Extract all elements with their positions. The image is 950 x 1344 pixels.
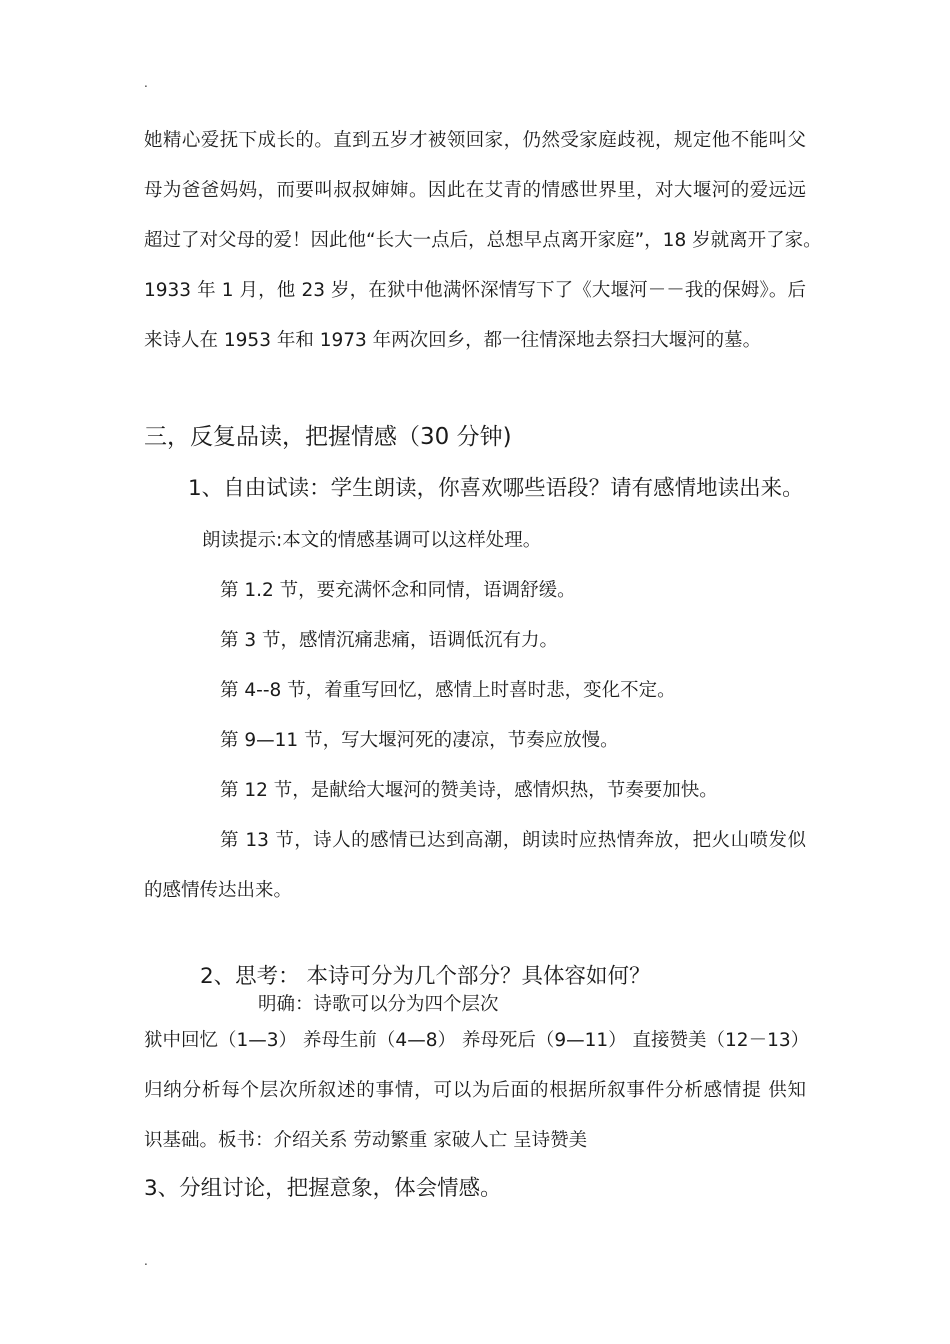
header-dot: . — [144, 76, 148, 90]
tip-item-2: 第 3 节，感情沉痛悲痛，语调低沉有力。 — [220, 630, 559, 651]
tip-item-5: 第 12 节，是献给大堰河的赞美诗，感情炽热，节奏要加快。 — [220, 780, 718, 801]
analysis-line-2: 识基础。板书：介绍关系 劳动繁重 家破人亡 呈诗赞美 — [144, 1130, 588, 1151]
tip-item-3: 第 4--8 节，着重写回忆，感情上时喜时悲，变化不定。 — [220, 680, 676, 701]
step-3: 3、分组讨论，把握意象，体会情感。 — [144, 1176, 502, 1201]
tip-item-6: 第 13 节，诗人的感情已达到高潮，朗读时应热情奔放，把火山喷发似 — [220, 830, 806, 851]
intro-line-3: 超过了对父母的爱！因此他“长大一点后，总想早点离开家庭”，18 岁就离开了家。 — [144, 230, 822, 251]
analysis-line-1: 归纳分析每个层次所叙述的事情，可以为后面的根据所叙事件分析感情提 供知 — [144, 1080, 806, 1101]
intro-line-2: 母为爸爸妈妈，而要叫叔叔婶婶。因此在艾青的情感世界里，对大堰河的爱远远 — [144, 180, 806, 201]
layers-line: 狱中回忆（1—3） 养母生前（4—8） 养母死后（9—11） 直接赞美（12－13） — [144, 1030, 810, 1051]
intro-line-5: 来诗人在 1953 年和 1973 年两次回乡，都一往情深地去祭扫大堰河的墓。 — [144, 330, 762, 351]
intro-line-1: 她精心爱抚下成长的。直到五岁才被领回家，仍然受家庭歧视，规定他不能叫父 — [144, 130, 806, 151]
reading-tip: 朗读提示:本文的情感基调可以这样处理。 — [202, 530, 542, 551]
tip-item-1: 第 1.2 节，要充满怀念和同情，语调舒缓。 — [220, 580, 576, 601]
section-title: 三，反复品读，把握情感（30 分钟) — [144, 424, 512, 450]
step-2: 2、思考： 本诗可分为几个部分？具体容如何？ — [200, 964, 651, 989]
footer-dot: . — [144, 1254, 148, 1268]
clarify-text: 明确：诗歌可以分为四个层次 — [258, 994, 499, 1015]
tip-item-4: 第 9—11 节，写大堰河死的凄凉，节奏应放慢。 — [220, 730, 619, 751]
tip-item-6-cont: 的感情传达出来。 — [144, 880, 293, 901]
intro-line-4: 1933 年 1 月，他 23 岁，在狱中他满怀深情写下了《大堰河－－我的保姆》。后 — [144, 280, 806, 301]
step-1: 1、自由试读：学生朗读，你喜欢哪些语段？请有感情地读出来。 — [188, 476, 804, 501]
